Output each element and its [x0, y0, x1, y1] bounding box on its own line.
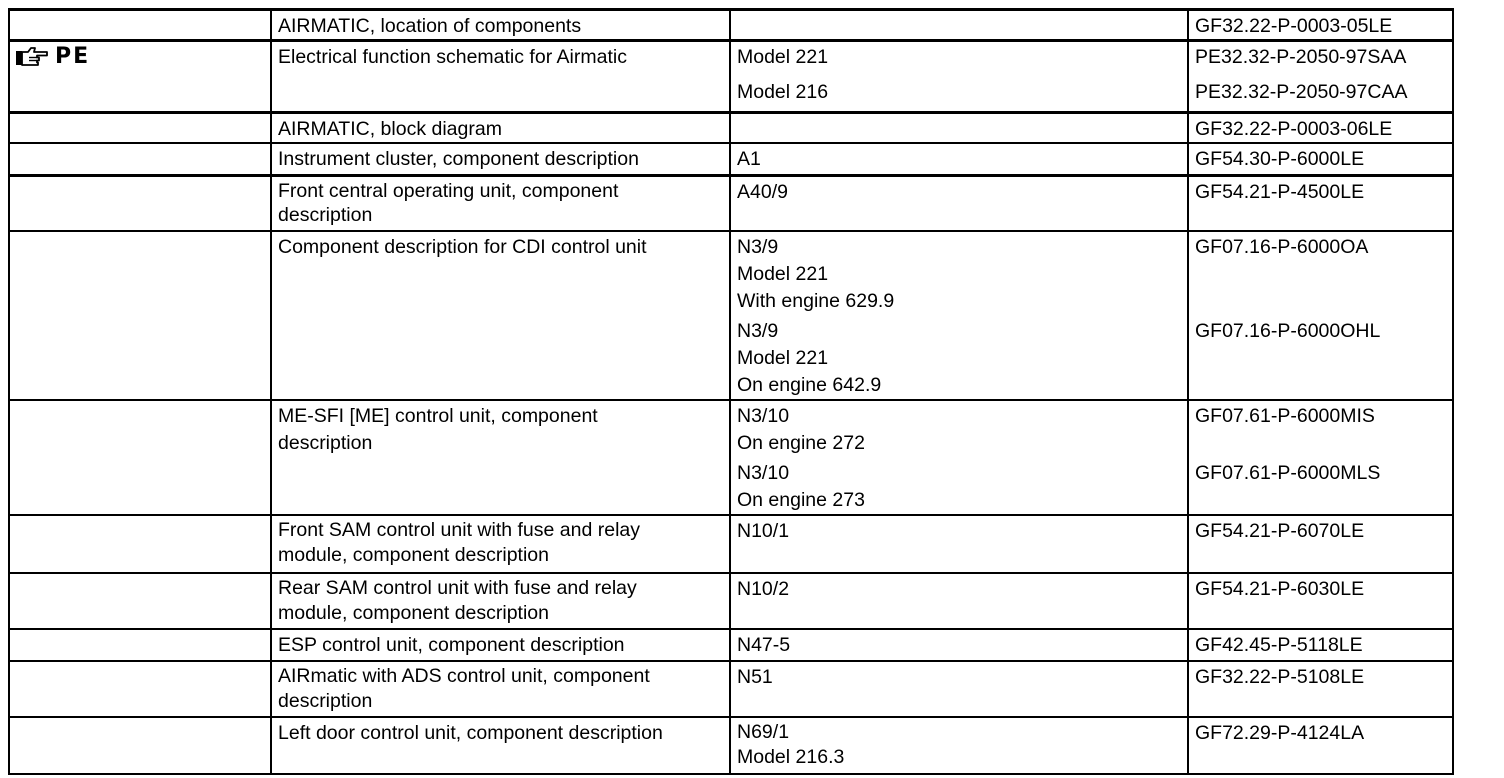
title-text: module, component description	[278, 602, 549, 624]
ref-text: N47-5	[737, 634, 791, 656]
ref-cell	[730, 400, 1188, 515]
title-cell	[271, 515, 730, 573]
pe-marker	[15, 44, 90, 70]
title-cell	[271, 231, 730, 400]
ref-cell	[730, 629, 1188, 661]
title-text: ESP control unit, component description	[278, 634, 625, 656]
marker-cell	[9, 573, 271, 629]
ref-cell	[730, 113, 1188, 144]
doc-link[interactable]: GF32.22-P-5108LE	[1195, 666, 1365, 688]
table-row	[9, 10, 1453, 41]
doc-link[interactable]: GF07.16-P-6000OHL	[1195, 320, 1381, 342]
ref-text: N3/10	[737, 405, 790, 427]
table-row	[9, 400, 1453, 515]
title-text: AIRMATIC, location of components	[278, 15, 582, 37]
table-row	[9, 573, 1453, 629]
doc-cell[interactable]	[1188, 661, 1453, 717]
marker-cell	[9, 717, 271, 774]
marker-cell	[9, 629, 271, 661]
doc-link[interactable]: GF07.16-P-6000OA	[1195, 236, 1369, 258]
doc-link[interactable]: GF54.21-P-4500LE	[1195, 180, 1365, 203]
title-cell	[271, 400, 730, 515]
doc-cell[interactable]	[1188, 515, 1453, 573]
table-row	[9, 717, 1453, 774]
table-row	[9, 113, 1453, 144]
ref-cell	[730, 661, 1188, 717]
ref-text: N3/10	[737, 462, 790, 484]
title-cell	[271, 175, 730, 231]
doc-link[interactable]: PE32.32-P-2050-97SAA	[1195, 46, 1407, 68]
doc-cell[interactable]	[1188, 573, 1453, 629]
title-cell	[271, 143, 730, 175]
title-text: description	[278, 690, 373, 712]
ref-cell	[730, 573, 1188, 629]
marker-cell	[9, 175, 271, 231]
title-text: description	[278, 203, 373, 226]
doc-link[interactable]: GF32.22-P-0003-05LE	[1195, 15, 1393, 37]
title-cell	[271, 629, 730, 661]
ref-text: Model 221	[737, 263, 829, 285]
title-cell	[271, 661, 730, 717]
ref-text: A40/9	[737, 180, 788, 203]
doc-link[interactable]: GF54.21-P-6070LE	[1195, 520, 1365, 542]
table-row	[9, 175, 1453, 231]
title-text: Front central operating unit, component	[278, 179, 619, 202]
ref-text: A1	[737, 148, 761, 170]
ref-cell	[730, 41, 1188, 113]
ref-text: On engine 642.9	[737, 374, 882, 396]
doc-link[interactable]: GF42.45-P-5118LE	[1195, 634, 1363, 656]
title-cell	[271, 573, 730, 629]
doc-link[interactable]: GF72.29-P-4124LA	[1195, 722, 1365, 744]
ref-cell	[730, 10, 1188, 41]
doc-link[interactable]: PE32.32-P-2050-97CAA	[1195, 81, 1408, 103]
marker-cell	[9, 113, 271, 144]
ref-cell	[730, 515, 1188, 573]
pe-label: PE	[55, 44, 91, 69]
title-text: description	[278, 432, 373, 454]
pointing-hand-icon	[15, 46, 49, 68]
doc-cell[interactable]	[1188, 113, 1453, 144]
title-text: AIRmatic with ADS control unit, component	[278, 665, 650, 687]
marker-cell	[9, 41, 271, 113]
title-cell	[271, 10, 730, 41]
ref-text: On engine 272	[737, 432, 865, 454]
ref-cell	[730, 231, 1188, 400]
ref-text: Model 216.3	[737, 746, 845, 768]
ref-text: On engine 273	[737, 489, 865, 511]
marker-cell	[9, 10, 271, 41]
ref-text: N51	[737, 666, 773, 688]
doc-link[interactable]: GF07.61-P-6000MIS	[1195, 405, 1375, 427]
table-row	[9, 41, 1453, 113]
table-row	[9, 231, 1453, 400]
ref-text: N69/1	[737, 721, 790, 743]
title-text: Instrument cluster, component description	[278, 148, 639, 170]
marker-cell	[9, 231, 271, 400]
title-text: Rear SAM control unit with fuse and relay	[278, 577, 637, 599]
doc-cell[interactable]	[1188, 629, 1453, 661]
ref-cell	[730, 175, 1188, 231]
table-row	[9, 515, 1453, 573]
doc-cell[interactable]	[1188, 41, 1453, 113]
table-row	[9, 629, 1453, 661]
title-cell	[271, 41, 730, 113]
ref-cell	[730, 717, 1188, 774]
marker-cell	[9, 515, 271, 573]
title-text: Electrical function schematic for Airmatic	[278, 46, 627, 68]
marker-cell	[9, 143, 271, 175]
title-text: AIRMATIC, block diagram	[278, 118, 502, 140]
doc-link[interactable]: GF32.22-P-0003-06LE	[1195, 118, 1393, 140]
title-cell	[271, 717, 730, 774]
ref-text: With engine 629.9	[737, 290, 895, 312]
marker-cell	[9, 400, 271, 515]
document-table	[8, 8, 1454, 775]
ref-text: N10/2	[737, 578, 790, 600]
doc-link[interactable]: GF07.61-P-6000MLS	[1195, 462, 1381, 484]
table-row	[9, 143, 1453, 175]
doc-cell[interactable]	[1188, 231, 1453, 400]
ref-text: Model 221	[737, 347, 829, 369]
title-text: ME-SFI [ME] control unit, component	[278, 405, 598, 427]
ref-text: Model 216	[737, 81, 829, 103]
ref-cell	[730, 143, 1188, 175]
title-text: Left door control unit, component description	[278, 722, 663, 744]
doc-link[interactable]: GF54.30-P-6000LE	[1195, 148, 1365, 170]
table-row	[9, 661, 1453, 717]
marker-cell	[9, 661, 271, 717]
doc-cell[interactable]	[1188, 175, 1453, 231]
doc-cell[interactable]	[1188, 143, 1453, 175]
doc-cell[interactable]	[1188, 400, 1453, 515]
ref-text: N3/9	[737, 320, 779, 342]
doc-cell[interactable]	[1188, 717, 1453, 774]
ref-text: N10/1	[737, 520, 790, 542]
ref-text: Model 221	[737, 46, 829, 68]
title-cell	[271, 113, 730, 144]
doc-link[interactable]: GF54.21-P-6030LE	[1195, 578, 1365, 600]
title-text: Front SAM control unit with fuse and relay	[278, 519, 640, 541]
ref-text: N3/9	[737, 236, 779, 258]
doc-cell[interactable]	[1188, 10, 1453, 41]
title-text: module, component description	[278, 544, 549, 566]
title-text: Component description for CDI control unit	[278, 236, 647, 258]
